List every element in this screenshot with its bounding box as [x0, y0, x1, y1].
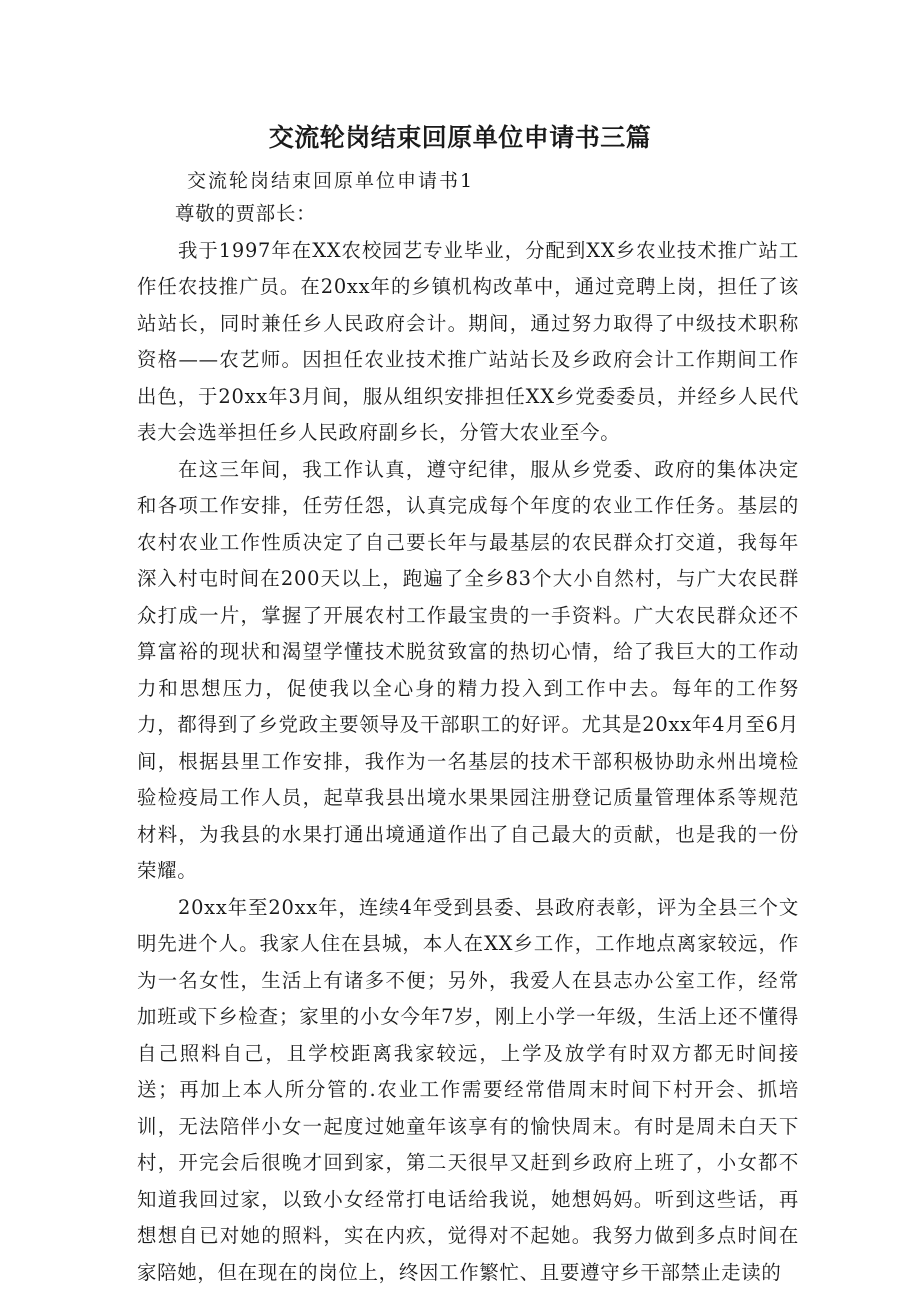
salutation: 尊敬的贾部长：	[175, 202, 317, 225]
paragraph-1: 我于1997年在XX农校园艺专业毕业，分配到XX乡农业技术推广站工作任农技推广员。在20xx年的乡镇机构改革中，通过竞聘上岗，担任了该站站长，同时兼任乡人民政府会计。期间，通过努力取得了中级技术职称资格——农艺师。因担任农业技术推广站站长及乡政府会计工作期间工作出色，于20xx年3月间，服从组织安排担任XX乡党委委员，并经乡人民代表大会选举担任乡人民政府副乡长，分管大农业至今。	[137, 238, 799, 444]
paragraph-2: 在这三年间，我工作认真，遵守纪律，服从乡党委、政府的集体决定和各项工作安排，任劳任怨，认真完成每个年度的农业工作任务。基层的农村农业工作性质决定了自己要长年与最基层的农民群众打交道，我每年深入村屯时间在200天以上，跑遍了全乡83个大小自然村，与广大农民群众打成一片，掌握了开展农村工作最宝贵的一手资料。广大农民群众还不算富裕的现状和渴望学懂技术脱贫致富的热切心情，给了我巨大的工作动力和思想压力，促使我以全心身的精力投入到工作中去。每年的工作努力，都得到了乡党政主要领导及干部职工的好评。尤其是20xx年4月至6月间，根据县里工作安排，我作为一名基层的技术干部积极协助永州出境检验检疫局工作人员，起草我县出境水果果园注册登记质量管理体系等规范材料，为我县的水果打通出境通道作出了自己最大的贡献，也是我的一份荣耀。	[137, 457, 799, 882]
document-subtitle: 交流轮岗结束回原单位申请书1	[187, 170, 475, 192]
paragraph-3: 20xx年至20xx年，连续4年受到县委、县政府表彰，评为全县三个文明先进个人。我家人住在县城，本人在XX乡工作，工作地点离家较远，作为一名女性，生活上有诸多不便；另外，我爱人在县志办公室工作，经常加班或下乡检查；家里的小女今年7岁，刚上小学一年级，生活上还不懂得自己照料自己，且学校距离我家较远，上学及放学有时双方都无时间接送；再加上本人所分管的.农业工作需要经常借周末时间下村开会、抓培训，无法陪伴小女一起度过她童年该享有的愉快周末。有时是周未白天下村，开完会后很晚才回到家，第二天很早又赶到乡政府上班了，小女都不知道我回过家，以致小女经常打电话给我说，她想妈妈。听到这些话，再想想自已对她的照料，实在内疚，觉得对不起她。我努力做到多点时间在家陪她，但在现在的岗位上，终因工作繁忙、且要遵守乡干部禁止走读的	[137, 895, 799, 1284]
document-body	[137, 196, 799, 1291]
document-title: 交流轮岗结束回原单位申请书三篇	[268, 123, 652, 152]
